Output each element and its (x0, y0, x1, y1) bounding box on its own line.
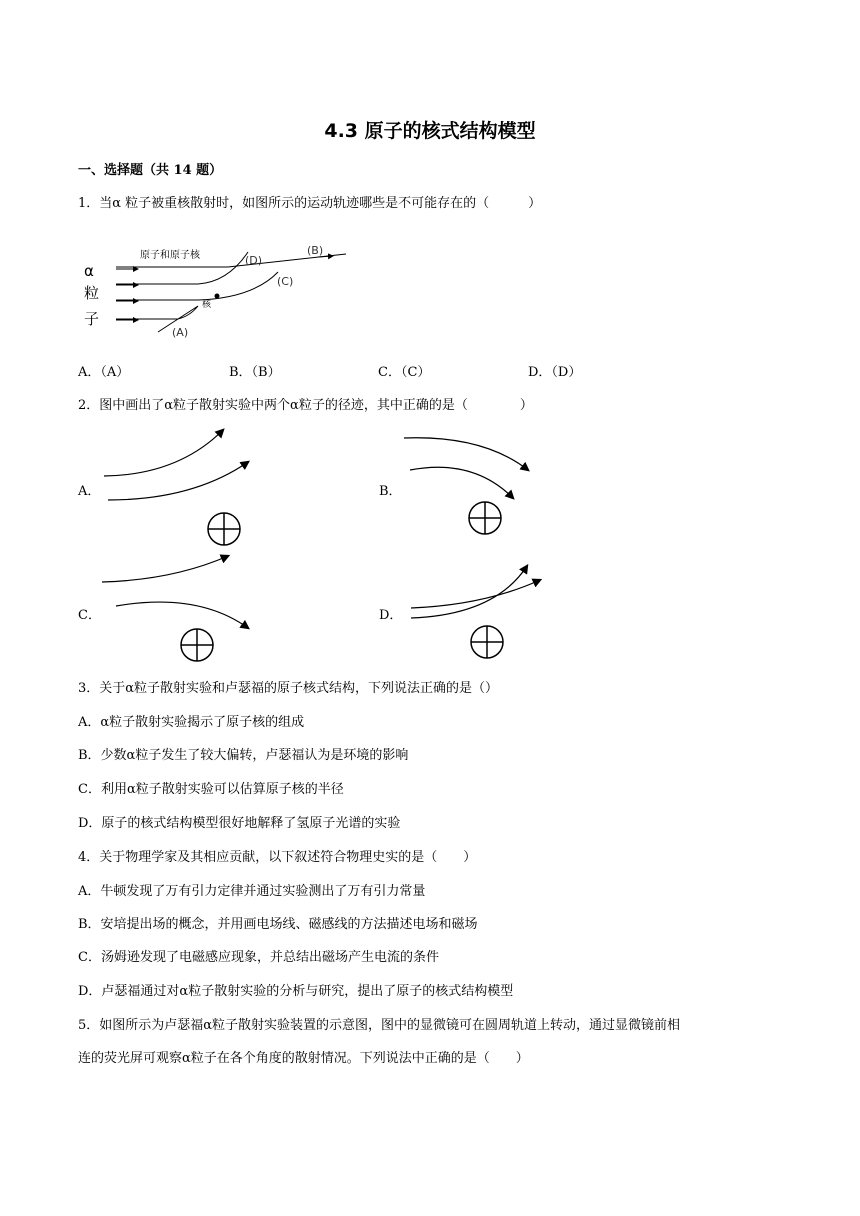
alpha-label-1: α (84, 262, 94, 280)
q2-figure-a (98, 420, 258, 550)
alpha-label-3: 子 (84, 310, 100, 328)
q3-option-a[interactable]: A．α粒子散射实验揭示了原子核的组成 (78, 715, 305, 730)
alpha-label-2: 粒 (84, 284, 100, 302)
q3-option-b[interactable]: B．少数α粒子发生了较大偏转，卢瑟福认为是环境的影响 (78, 748, 409, 763)
q4-option-c[interactable]: C．汤姆逊发现了电磁感应现象，并总结出磁场产生电流的条件 (78, 950, 439, 965)
page-title: 4.3 原子的核式结构模型 (324, 120, 536, 142)
nucleus-label: 核 (202, 300, 212, 310)
q3-option-d[interactable]: D．原子的核式结构模型很好地解释了氢原子光谱的实验 (78, 816, 401, 831)
q1-figure (78, 232, 368, 344)
atom-nucleus-label: 原子和原子核 (140, 250, 200, 261)
section-heading: 一、选择题（共 14 题） (78, 163, 223, 178)
q1-option-c[interactable]: C．（C） (378, 365, 431, 380)
path-label-b: (B) (307, 244, 324, 257)
q1-option-b[interactable]: B．（B） (229, 365, 281, 380)
trajectory-c (116, 272, 278, 300)
path-label-a: (A) (172, 326, 189, 339)
q1-option-d[interactable]: D．（D） (528, 365, 582, 380)
q3-option-c[interactable]: C．利用α粒子散射实验可以估算原子核的半径 (78, 782, 344, 797)
question-2-text: 2．图中画出了α粒子散射实验中两个α粒子的径迹，其中正确的是（ ） (78, 398, 533, 413)
question-1-text: 1．当α 粒子被重核散射时，如图所示的运动轨迹哪些是不可能存在的（ ） (78, 196, 542, 211)
path-label-d: (D) (245, 254, 263, 267)
q2-figure-b (398, 430, 548, 550)
q4-option-a[interactable]: A．牛顿发现了万有引力定律并通过实验测出了万有引力常量 (78, 884, 426, 899)
q2-option-c-label[interactable]: C． (78, 608, 101, 623)
path-label-c: (C) (277, 275, 294, 288)
q2-option-b-label[interactable]: B． (379, 484, 402, 499)
q2-option-d-label[interactable]: D． (379, 608, 403, 623)
nucleus-dot (215, 294, 220, 299)
q1-option-a[interactable]: A．（A） (78, 365, 130, 380)
question-3-text: 3．关于α粒子散射实验和卢瑟福的原子核式结构，下列说法正确的是（） (78, 681, 499, 696)
q2-figure-d (405, 560, 555, 670)
question-5-text-line1: 5．如图所示为卢瑟福α粒子散射实验装置的示意图，图中的显微镜可在圆周轨道上转动，通过显微镜前相 (78, 1018, 681, 1033)
question-4-text: 4．关于物理学家及其相应贡献，以下叙述符合物理史实的是（ ） (78, 850, 477, 865)
question-5-text-line2: 连的荧光屏可观察α粒子在各个角度的散射情况。下列说法中正确的是（ ） (78, 1051, 529, 1066)
q2-figure-c (98, 550, 258, 670)
q4-option-d[interactable]: D．卢瑟福通过对α粒子散射实验的分析与研究，提出了原子的核式结构模型 (78, 984, 514, 999)
q4-option-b[interactable]: B．安培提出场的概念，并用画电场线、磁感线的方法描述电场和磁场 (78, 917, 478, 932)
q2-option-a-label[interactable]: A． (78, 484, 101, 499)
